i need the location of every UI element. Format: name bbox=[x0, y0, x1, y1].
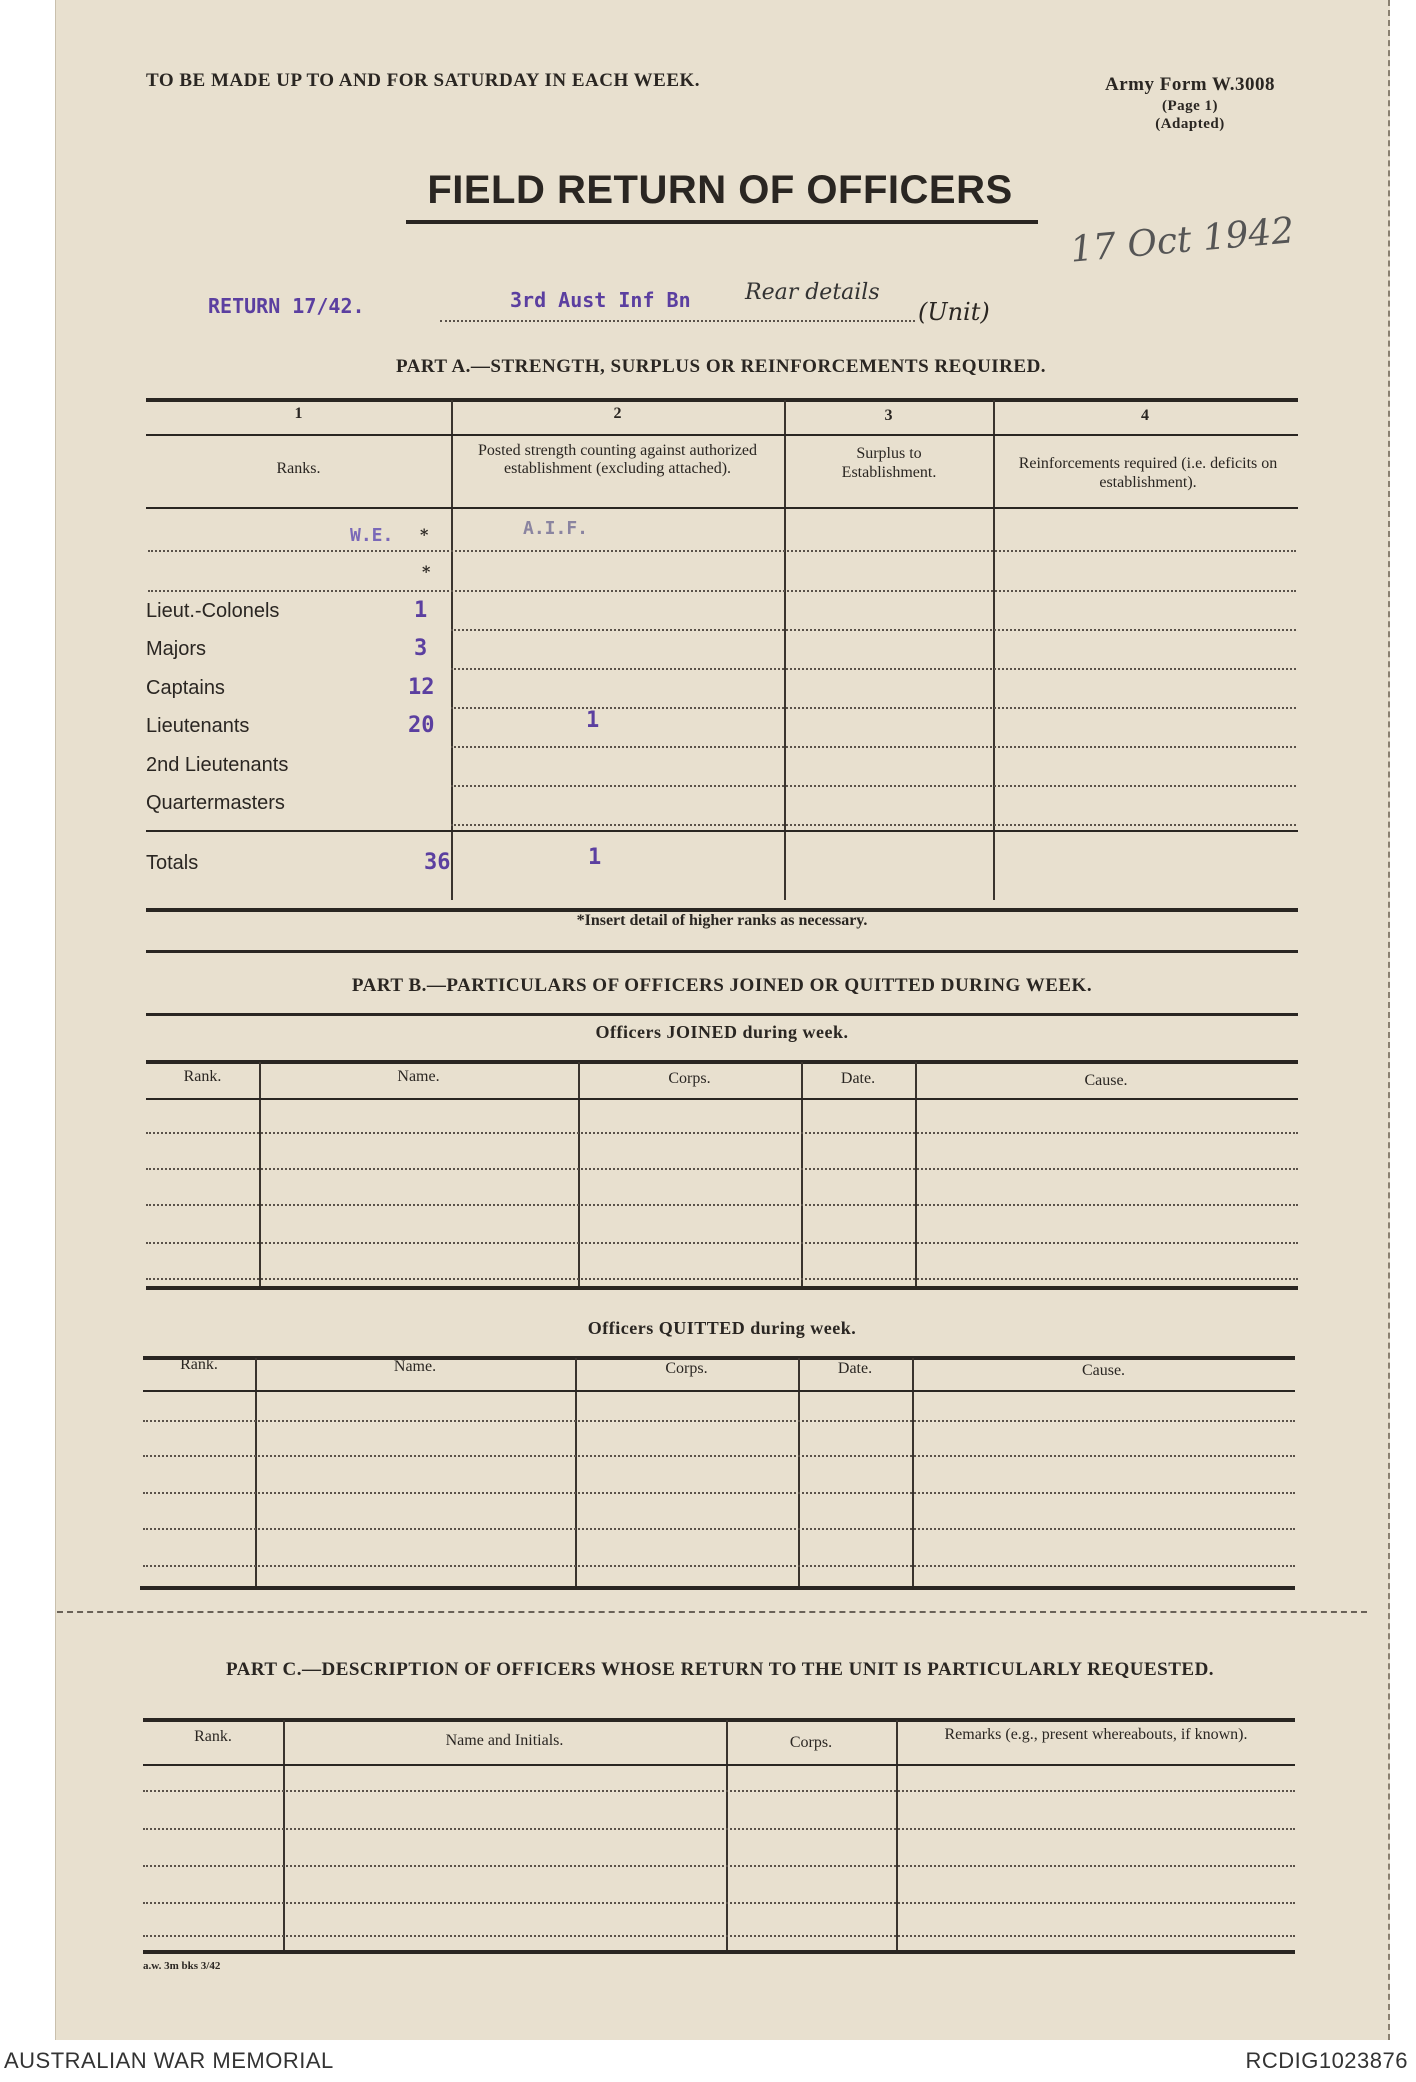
quitted-col-rank: Rank. bbox=[180, 1356, 218, 1373]
rule bbox=[143, 1950, 1295, 1954]
handwritten-date: 17 Oct 1942 bbox=[1068, 210, 1296, 271]
col-divider bbox=[912, 1358, 914, 1586]
unit-typed: 3rd Aust Inf Bn bbox=[510, 288, 691, 312]
instruction: TO BE MADE UP TO AND FOR SATURDAY IN EACH WEEK. bbox=[146, 70, 701, 91]
col-header-ranks: Ranks. bbox=[276, 460, 321, 477]
quitted-col-date: Date. bbox=[837, 1360, 873, 1377]
col-divider bbox=[255, 1358, 257, 1586]
rule bbox=[143, 1718, 1295, 1722]
dotted-line bbox=[451, 707, 1296, 709]
totals-we: 36 bbox=[424, 850, 451, 875]
caption-institution: AUSTRALIAN WAR MEMORIAL bbox=[4, 2048, 334, 2073]
partc-col-corps: Corps. bbox=[789, 1734, 833, 1751]
unit-label: (Unit) bbox=[918, 298, 990, 326]
value-aif: 1 bbox=[586, 708, 600, 733]
col-divider bbox=[798, 1358, 800, 1586]
col-number: 4 bbox=[1141, 407, 1149, 424]
dotted-line bbox=[143, 1420, 1295, 1422]
rule bbox=[143, 1390, 1295, 1392]
partc-col-name: Name and Initials. bbox=[445, 1732, 564, 1749]
rule bbox=[146, 1013, 1298, 1016]
rule bbox=[146, 434, 1298, 436]
joined-col-date: Date. bbox=[840, 1070, 876, 1087]
form-number: Army Form W.3008 bbox=[1104, 74, 1275, 95]
col-number: 3 bbox=[884, 407, 893, 424]
form-page: (Page 1) bbox=[1161, 98, 1219, 114]
part-a-heading: PART A.—STRENGTH, SURPLUS OR REINFORCEMENTS REQUIRED. bbox=[395, 356, 1047, 377]
return-number: RETURN 17/42. bbox=[208, 294, 365, 318]
col-divider bbox=[283, 1720, 285, 1950]
table-a-top-rule bbox=[146, 398, 1298, 402]
col-header-surplus: Surplus to Establishment. bbox=[841, 445, 937, 481]
col-header-reinforcements: Reinforcements required (i.e. deficits on establishment). bbox=[1018, 455, 1278, 491]
partc-col-rank: Rank. bbox=[194, 1728, 232, 1745]
print-code: a.w. 3m bks 3/42 bbox=[143, 1960, 221, 1972]
part-c-heading: PART C.—DESCRIPTION OF OFFICERS WHOSE RETURN TO THE UNIT IS PARTICULARLY REQUESTED. bbox=[225, 1659, 1215, 1680]
value-we: 1 bbox=[414, 598, 428, 623]
totals-aif: 1 bbox=[588, 845, 602, 870]
dotted-line bbox=[143, 1935, 1295, 1937]
form-adapted: (Adapted) bbox=[1155, 116, 1225, 132]
dotted-line bbox=[451, 824, 1296, 826]
partc-col-remarks: Remarks (e.g., present whereabouts, if known). bbox=[944, 1726, 1248, 1743]
value-we: 12 bbox=[408, 675, 435, 700]
rule: * bbox=[422, 562, 431, 581]
col-divider bbox=[259, 1062, 261, 1286]
dotted-line bbox=[451, 668, 1296, 670]
dotted-line bbox=[143, 1865, 1295, 1867]
dotted-line bbox=[146, 1132, 1298, 1134]
col-divider bbox=[726, 1720, 728, 1950]
joined-col-name: Name. bbox=[397, 1068, 440, 1085]
quitted-col-cause: Cause. bbox=[1081, 1362, 1126, 1379]
page-title: FIELD RETURN OF OFFICERS bbox=[427, 168, 1013, 212]
joined-heading: Officers JOINED during week. bbox=[595, 1022, 849, 1042]
rank-quartermasters: Quartermasters bbox=[146, 792, 285, 814]
col-divider bbox=[896, 1720, 898, 1950]
col-divider bbox=[801, 1062, 803, 1286]
stamp-we: W.E. bbox=[350, 525, 394, 546]
rule bbox=[146, 1286, 1298, 1290]
dotted-line bbox=[148, 550, 1296, 552]
dotted-line bbox=[451, 746, 1296, 748]
dotted-line bbox=[143, 1565, 1295, 1567]
dotted-line bbox=[143, 1528, 1295, 1530]
rule: * bbox=[420, 525, 429, 544]
dotted-line bbox=[451, 629, 1296, 631]
rule bbox=[146, 1060, 1298, 1064]
value-we: 3 bbox=[414, 636, 428, 661]
footnote: *Insert detail of higher ranks as necessary. bbox=[576, 912, 868, 929]
rule bbox=[146, 830, 1298, 832]
caption-id: RCDIG1023876 bbox=[1245, 2048, 1408, 2073]
dotted-line bbox=[451, 785, 1296, 787]
joined-col-rank: Rank. bbox=[183, 1068, 222, 1085]
dotted-line bbox=[146, 1242, 1298, 1244]
unit-handwritten: Rear details bbox=[745, 280, 880, 305]
stamp-aif: A.I.F. bbox=[523, 518, 589, 539]
rank-captains: Captains bbox=[146, 677, 225, 699]
col-number: 2 bbox=[613, 405, 622, 422]
col-number: 1 bbox=[294, 405, 303, 422]
quitted-heading: Officers QUITTED during week. bbox=[587, 1318, 857, 1338]
dotted-line bbox=[146, 1204, 1298, 1206]
rank-lieutenants: Lieutenants bbox=[146, 715, 250, 737]
dotted-line bbox=[143, 1455, 1295, 1457]
rank-lieut-colonels: Lieut.-Colonels bbox=[146, 600, 280, 622]
dotted-line bbox=[143, 1902, 1295, 1904]
dotted-line bbox=[148, 590, 1296, 592]
joined-col-corps: Corps. bbox=[668, 1070, 711, 1087]
dotted-line bbox=[143, 1828, 1295, 1830]
quitted-col-corps: Corps. bbox=[665, 1360, 708, 1377]
perforation-line bbox=[57, 1611, 1367, 1613]
totals-label: Totals bbox=[146, 852, 199, 874]
rank-2nd-lieutenants: 2nd Lieutenants bbox=[146, 754, 289, 776]
title-underline bbox=[406, 220, 1038, 224]
col-divider bbox=[575, 1358, 577, 1586]
rule bbox=[146, 507, 1298, 509]
part-b-heading: PART B.—PARTICULARS OF OFFICERS JOINED OR QUITTED DURING WEEK. bbox=[351, 975, 1093, 996]
col-divider bbox=[915, 1062, 917, 1286]
rule bbox=[143, 1764, 1295, 1766]
dotted-line bbox=[146, 1168, 1298, 1170]
dotted-line bbox=[143, 1790, 1295, 1792]
rule bbox=[146, 950, 1298, 953]
rank-majors: Majors bbox=[146, 638, 207, 660]
rule bbox=[146, 1098, 1298, 1100]
value-we: 20 bbox=[408, 713, 435, 738]
joined-col-cause: Cause. bbox=[1084, 1072, 1128, 1089]
unit-dotted-line bbox=[440, 320, 915, 322]
dotted-line bbox=[143, 1492, 1295, 1494]
col-divider bbox=[578, 1062, 580, 1286]
dotted-line bbox=[146, 1278, 1298, 1280]
quitted-col-name: Name. bbox=[393, 1358, 437, 1375]
col-header-posted: Posted strength counting against authorized establishment (excluding attached). bbox=[477, 442, 758, 477]
rule bbox=[140, 1586, 1295, 1590]
